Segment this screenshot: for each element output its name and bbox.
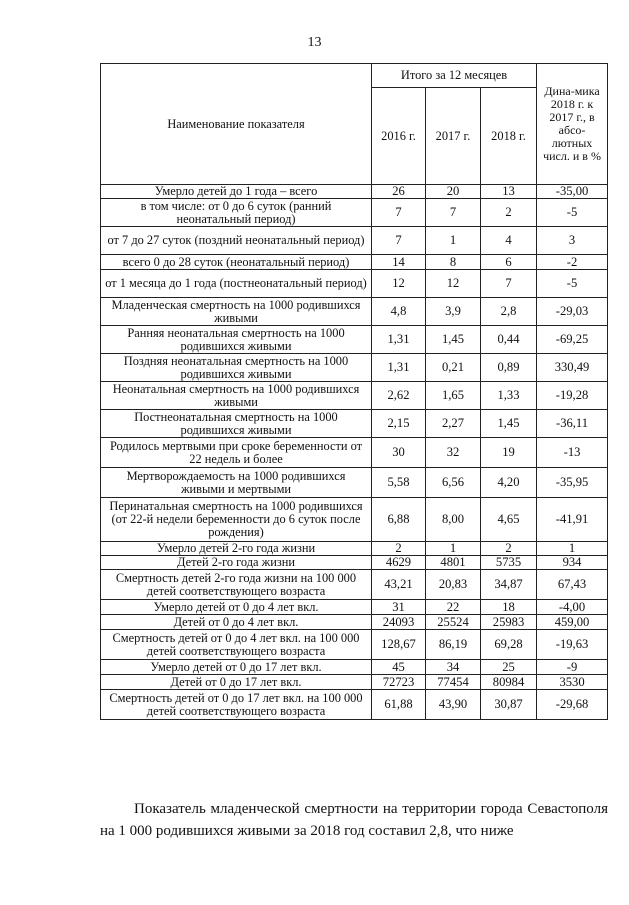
dynamics-cell: -19,28 <box>537 382 608 410</box>
row-name-cell: от 7 до 27 суток (поздний неонатальный период) <box>101 227 372 255</box>
value-2018-cell: 69,28 <box>481 630 537 660</box>
dynamics-cell: -13 <box>537 438 608 468</box>
value-2018-cell: 1,45 <box>481 410 537 438</box>
table-row <box>101 382 608 410</box>
value-2018-cell: 4,20 <box>481 468 537 498</box>
value-2016-cell: 6,88 <box>372 498 426 542</box>
value-2016-cell: 26 <box>372 185 426 199</box>
value-2017-cell: 77454 <box>426 675 481 690</box>
table-row <box>101 630 608 660</box>
table-row <box>101 326 608 354</box>
value-2016-cell: 30 <box>372 438 426 468</box>
dynamics-cell: -9 <box>537 660 608 675</box>
value-2016-cell: 2,15 <box>372 410 426 438</box>
value-2018-cell: 25983 <box>481 615 537 630</box>
value-2017-cell: 4801 <box>426 556 481 570</box>
dynamics-cell: -36,11 <box>537 410 608 438</box>
value-2018-cell: 1,33 <box>481 382 537 410</box>
table-row <box>101 298 608 326</box>
table-row <box>101 227 608 255</box>
value-2017-cell: 7 <box>426 199 481 227</box>
page-number: 13 <box>307 35 322 50</box>
dynamics-cell: 330,49 <box>537 354 608 382</box>
value-2018-cell: 5735 <box>481 556 537 570</box>
row-name-cell: Умерло детей от 0 до 4 лет вкл. <box>101 600 372 615</box>
dynamics-cell: 67,43 <box>537 570 608 600</box>
row-name-cell: всего 0 до 28 суток (неонатальный период) <box>101 255 372 270</box>
header-year-2017: 2017 г. <box>426 88 481 185</box>
value-2016-cell: 4,8 <box>372 298 426 326</box>
value-2017-cell: 1 <box>426 227 481 255</box>
table-row <box>101 354 608 382</box>
table-row <box>101 185 608 199</box>
value-2018-cell: 2,8 <box>481 298 537 326</box>
table-row <box>101 468 608 498</box>
value-2017-cell: 22 <box>426 600 481 615</box>
value-2018-cell: 4 <box>481 227 537 255</box>
value-2017-cell: 20,83 <box>426 570 481 600</box>
value-2017-cell: 1 <box>426 542 481 556</box>
value-2018-cell: 18 <box>481 600 537 615</box>
value-2018-cell: 2 <box>481 199 537 227</box>
value-2017-cell: 43,90 <box>426 690 481 720</box>
value-2017-cell: 12 <box>426 270 481 298</box>
body-paragraph: Показатель младенческой смертности на территории города Севастополя на 1 000 родившихся живыми за 2018 год составил 2,8, что ниже <box>100 801 608 839</box>
header-indicator-name: Наименование показателя <box>101 64 372 185</box>
value-2016-cell: 72723 <box>372 675 426 690</box>
table-row <box>101 270 608 298</box>
value-2016-cell: 24093 <box>372 615 426 630</box>
dynamics-cell: 1 <box>537 542 608 556</box>
value-2017-cell: 86,19 <box>426 630 481 660</box>
dynamics-cell: 3 <box>537 227 608 255</box>
value-2017-cell: 6,56 <box>426 468 481 498</box>
row-name-cell: Перинатальная смертность на 1000 родившихся (от 22-й недели беременности до 6 суток после рождения) <box>101 498 372 542</box>
table-body <box>101 185 608 720</box>
value-2016-cell: 45 <box>372 660 426 675</box>
row-name-cell: в том числе: от 0 до 6 суток (ранний неонатальный период) <box>101 199 372 227</box>
row-name-cell: Умерло детей до 1 года – всего <box>101 185 372 199</box>
dynamics-cell: -19,63 <box>537 630 608 660</box>
dynamics-cell: 934 <box>537 556 608 570</box>
row-name-cell: Детей от 0 до 17 лет вкл. <box>101 675 372 690</box>
row-name-cell: Смертность детей от 0 до 4 лет вкл. на 100 000 детей соответствующего возраста <box>101 630 372 660</box>
value-2016-cell: 14 <box>372 255 426 270</box>
header-period-group: Итого за 12 месяцев <box>372 64 537 88</box>
row-name-cell: Родилось мертвыми при сроке беременности от 22 недель и более <box>101 438 372 468</box>
value-2018-cell: 7 <box>481 270 537 298</box>
value-2017-cell: 2,27 <box>426 410 481 438</box>
dynamics-cell: -69,25 <box>537 326 608 354</box>
value-2017-cell: 0,21 <box>426 354 481 382</box>
dynamics-cell: -41,91 <box>537 498 608 542</box>
table-row <box>101 615 608 630</box>
value-2016-cell: 31 <box>372 600 426 615</box>
value-2018-cell: 80984 <box>481 675 537 690</box>
row-name-cell: от 1 месяца до 1 года (постнеонатальный период) <box>101 270 372 298</box>
value-2018-cell: 19 <box>481 438 537 468</box>
dynamics-cell: -5 <box>537 199 608 227</box>
dynamics-cell: -2 <box>537 255 608 270</box>
value-2017-cell: 34 <box>426 660 481 675</box>
row-name-cell: Младенческая смертность на 1000 родившихся живыми <box>101 298 372 326</box>
value-2018-cell: 2 <box>481 542 537 556</box>
value-2018-cell: 0,44 <box>481 326 537 354</box>
value-2016-cell: 128,67 <box>372 630 426 660</box>
value-2016-cell: 61,88 <box>372 690 426 720</box>
value-2018-cell: 6 <box>481 255 537 270</box>
value-2017-cell: 8 <box>426 255 481 270</box>
value-2016-cell: 5,58 <box>372 468 426 498</box>
row-name-cell: Умерло детей 2-го года жизни <box>101 542 372 556</box>
row-name-cell: Смертность детей 2-го года жизни на 100 000 детей соответствующего возраста <box>101 570 372 600</box>
table-row <box>101 660 608 675</box>
dynamics-cell: -35,00 <box>537 185 608 199</box>
value-2017-cell: 32 <box>426 438 481 468</box>
row-name-cell: Детей 2-го года жизни <box>101 556 372 570</box>
value-2018-cell: 0,89 <box>481 354 537 382</box>
value-2017-cell: 3,9 <box>426 298 481 326</box>
value-2017-cell: 1,45 <box>426 326 481 354</box>
table-row <box>101 675 608 690</box>
row-name-cell: Смертность детей от 0 до 17 лет вкл. на 100 000 детей соответствующего возраста <box>101 690 372 720</box>
value-2018-cell: 30,87 <box>481 690 537 720</box>
row-name-cell: Неонатальная смертность на 1000 родившихся живыми <box>101 382 372 410</box>
dynamics-cell: -29,68 <box>537 690 608 720</box>
row-name-cell: Детей от 0 до 4 лет вкл. <box>101 615 372 630</box>
value-2016-cell: 2 <box>372 542 426 556</box>
table-row <box>101 542 608 556</box>
row-name-cell: Поздняя неонатальная смертность на 1000 родившихся живыми <box>101 354 372 382</box>
dynamics-cell: 3530 <box>537 675 608 690</box>
table-row <box>101 556 608 570</box>
row-name-cell: Постнеонатальная смертность на 1000 родившихся живыми <box>101 410 372 438</box>
value-2017-cell: 20 <box>426 185 481 199</box>
value-2016-cell: 7 <box>372 199 426 227</box>
header-year-2016: 2016 г. <box>372 88 426 185</box>
dynamics-cell: -4,00 <box>537 600 608 615</box>
value-2016-cell: 4629 <box>372 556 426 570</box>
value-2016-cell: 1,31 <box>372 354 426 382</box>
dynamics-cell: 459,00 <box>537 615 608 630</box>
value-2017-cell: 25524 <box>426 615 481 630</box>
row-name-cell: Умерло детей от 0 до 17 лет вкл. <box>101 660 372 675</box>
value-2017-cell: 1,65 <box>426 382 481 410</box>
table-row <box>101 410 608 438</box>
row-name-cell: Ранняя неонатальная смертность на 1000 родившихся живыми <box>101 326 372 354</box>
value-2018-cell: 34,87 <box>481 570 537 600</box>
value-2016-cell: 12 <box>372 270 426 298</box>
value-2018-cell: 13 <box>481 185 537 199</box>
header-dynamics: Дина-мика 2018 г. к 2017 г., в абсо-лютных числ. и в % <box>537 64 608 185</box>
table-row <box>101 255 608 270</box>
table-row <box>101 199 608 227</box>
table-row <box>101 600 608 615</box>
table-row <box>101 438 608 468</box>
statistics-table <box>100 63 608 720</box>
value-2016-cell: 7 <box>372 227 426 255</box>
table-row <box>101 690 608 720</box>
value-2018-cell: 4,65 <box>481 498 537 542</box>
dynamics-cell: -5 <box>537 270 608 298</box>
dynamics-cell: -35,95 <box>537 468 608 498</box>
header-year-2018: 2018 г. <box>481 88 537 185</box>
table-row <box>101 570 608 600</box>
value-2018-cell: 25 <box>481 660 537 675</box>
value-2016-cell: 43,21 <box>372 570 426 600</box>
row-name-cell: Мертворождаемость на 1000 родившихся живыми и мертвыми <box>101 468 372 498</box>
value-2016-cell: 1,31 <box>372 326 426 354</box>
value-2017-cell: 8,00 <box>426 498 481 542</box>
value-2016-cell: 2,62 <box>372 382 426 410</box>
table-row <box>101 498 608 542</box>
dynamics-cell: -29,03 <box>537 298 608 326</box>
table-header <box>101 64 608 185</box>
